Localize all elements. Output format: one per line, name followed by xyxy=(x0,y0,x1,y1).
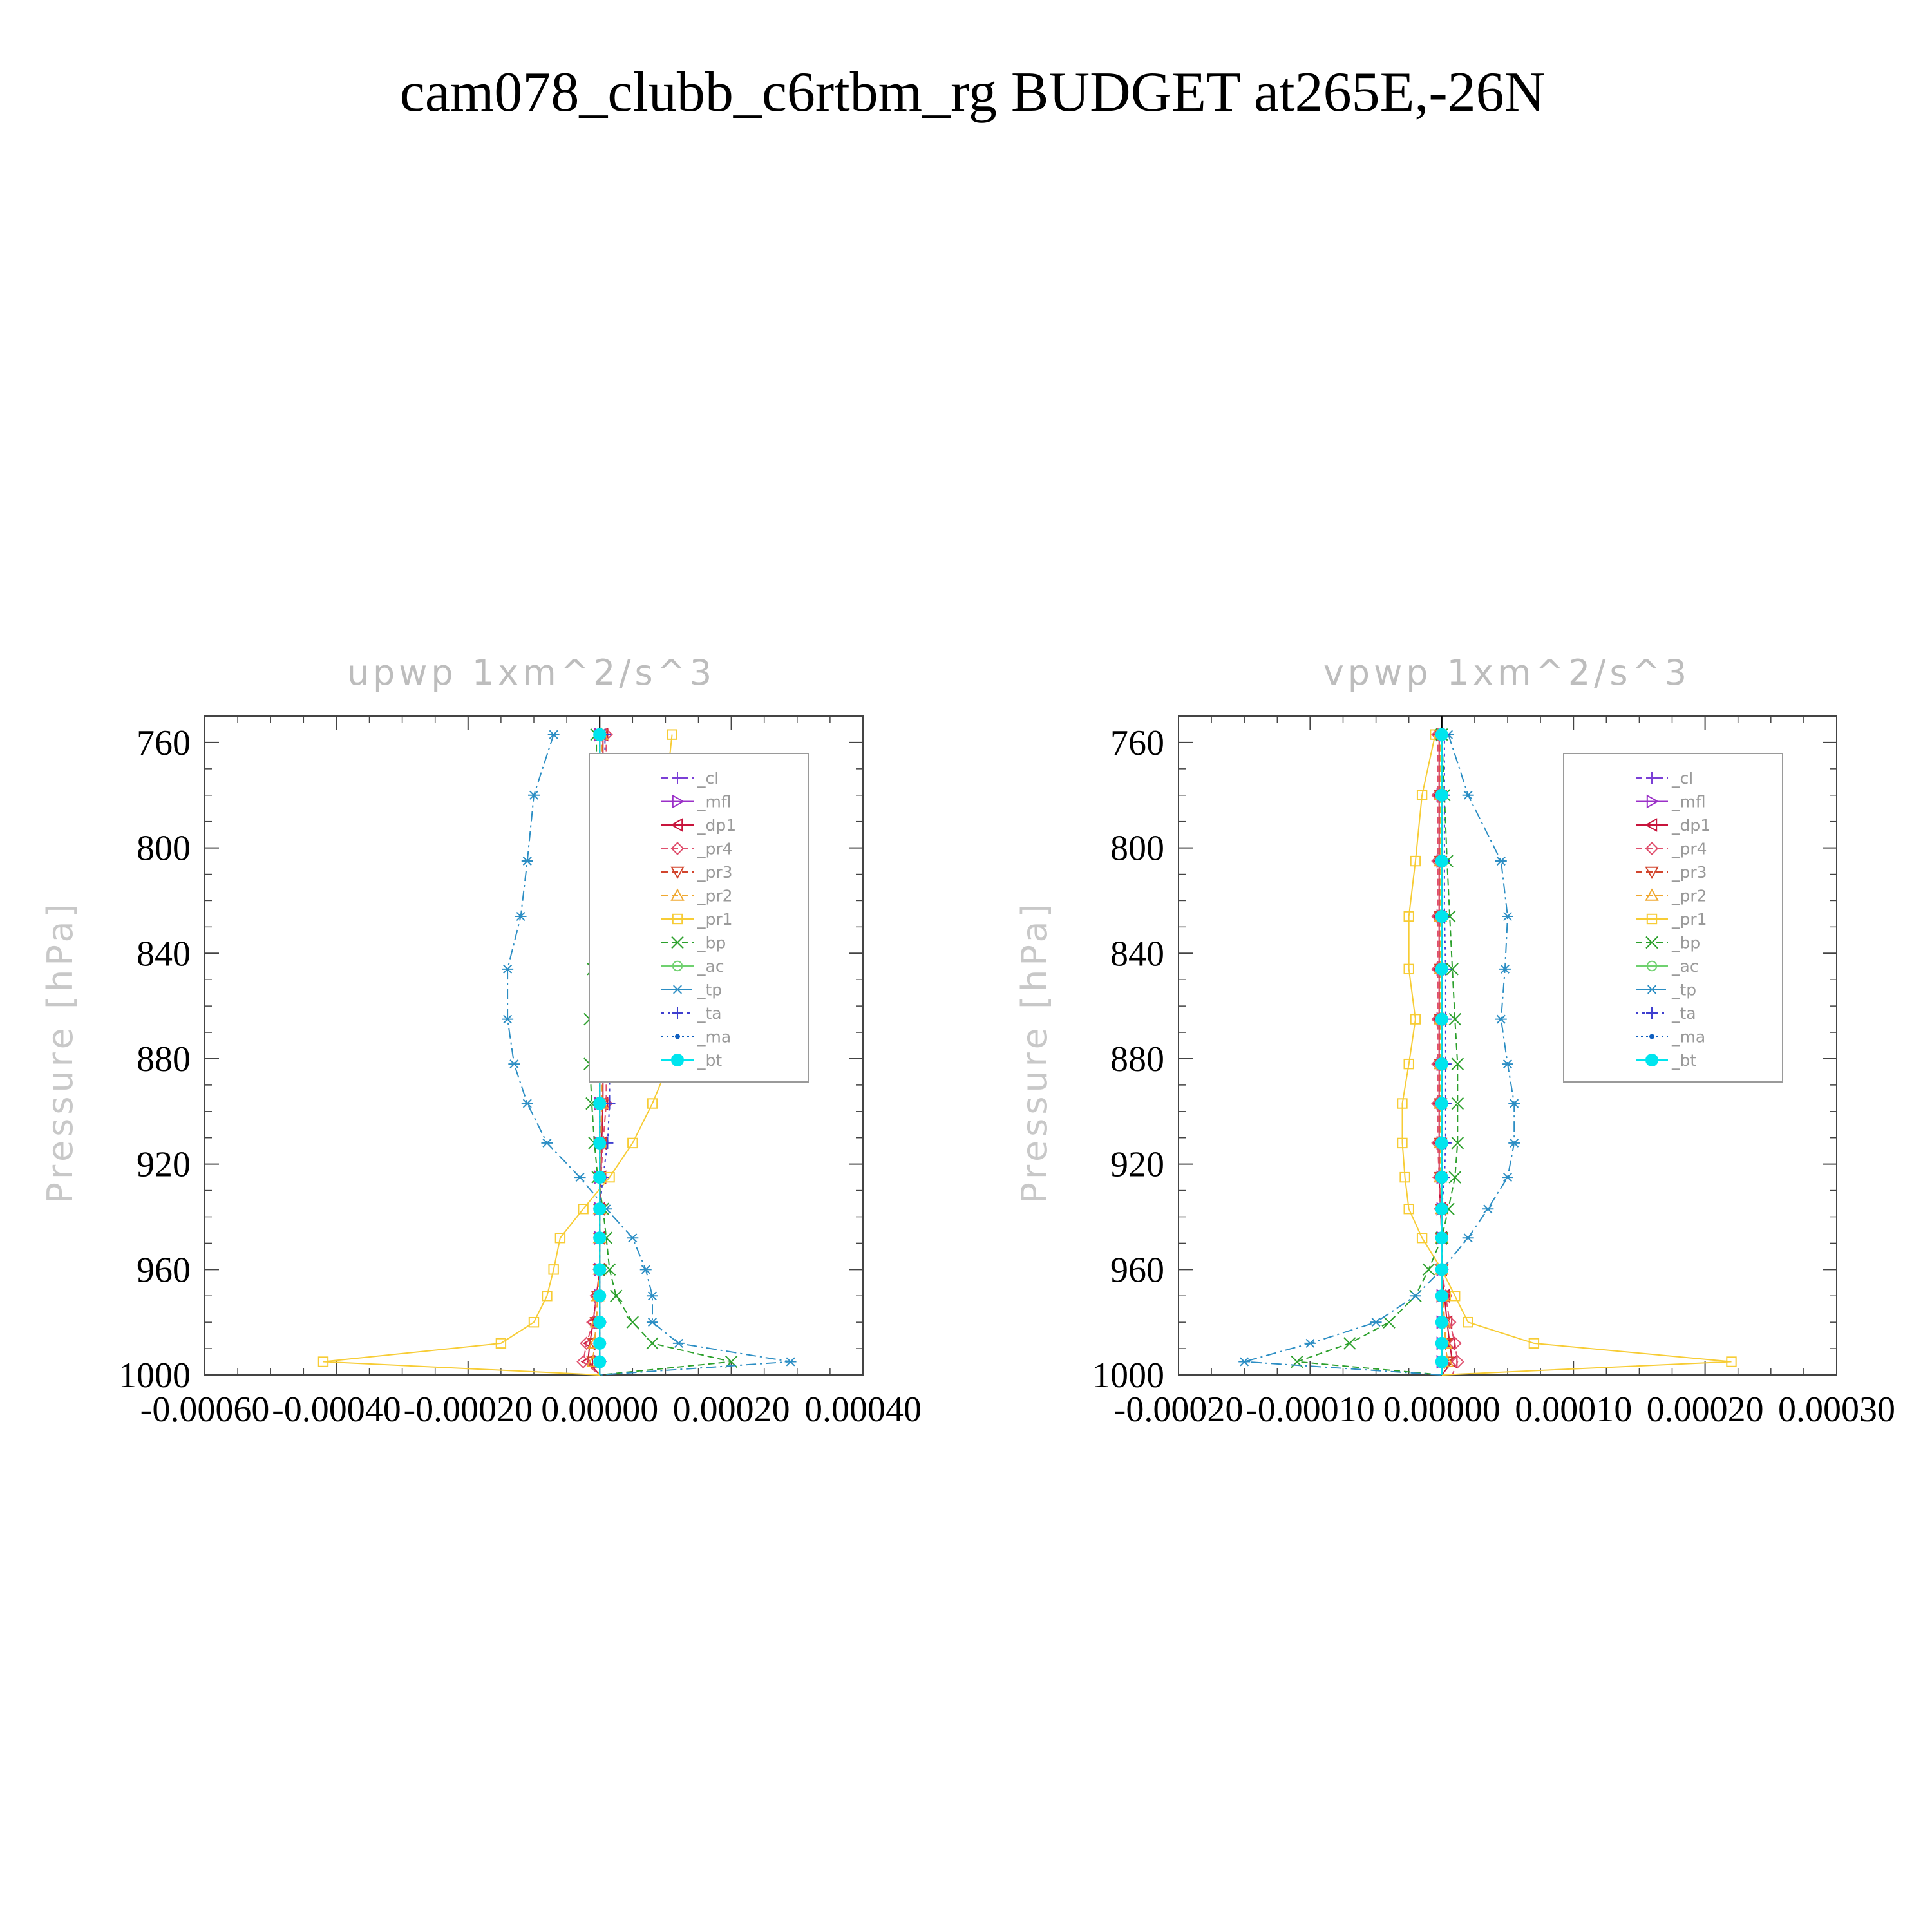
legend-label: _dp1 xyxy=(697,816,737,835)
data-point xyxy=(640,1265,652,1274)
data-point xyxy=(1238,1358,1250,1366)
data-point xyxy=(594,1232,605,1244)
legend-label: _pr4 xyxy=(697,839,733,858)
y-tick-label: 880 xyxy=(1110,1039,1164,1079)
data-point xyxy=(594,729,605,741)
y-tick-label: 920 xyxy=(137,1144,191,1185)
y-tick-label: 760 xyxy=(137,723,191,763)
data-point xyxy=(1436,1058,1448,1070)
x-tick-label: 0.00000 xyxy=(1383,1390,1501,1430)
legend-label: _ma xyxy=(1672,1027,1706,1046)
y-tick-label: 920 xyxy=(1110,1144,1164,1185)
x-tick-label: -0.00040 xyxy=(272,1390,401,1430)
legend xyxy=(1564,753,1783,1082)
data-point xyxy=(1436,1203,1448,1215)
y-tick-label: 800 xyxy=(137,828,191,869)
data-point xyxy=(594,1098,605,1110)
chart-panel-vpwp xyxy=(1014,652,1895,1430)
data-point xyxy=(594,1137,605,1149)
data-point xyxy=(1502,1173,1513,1182)
data-point xyxy=(627,1316,638,1328)
data-point xyxy=(594,1356,605,1368)
data-point xyxy=(1436,1338,1448,1349)
legend-label: _pr3 xyxy=(1672,863,1707,882)
data-point xyxy=(1463,791,1474,799)
x-tick-label: -0.00060 xyxy=(140,1390,270,1430)
data-point xyxy=(594,1290,605,1302)
y-tick-label: 760 xyxy=(1110,723,1164,763)
legend-marker xyxy=(672,1054,683,1066)
data-point xyxy=(1436,963,1448,975)
legend-marker xyxy=(1646,1054,1658,1066)
data-point xyxy=(1482,1205,1493,1213)
series-ta xyxy=(1436,729,1452,1375)
series-line xyxy=(1297,735,1457,1375)
data-point xyxy=(1436,1264,1448,1275)
data-point xyxy=(785,1358,797,1366)
panel-title: upwp 1xm^2/s^3 xyxy=(346,652,716,693)
legend-label: _bt xyxy=(697,1051,723,1070)
data-point xyxy=(508,1060,520,1068)
series-pr4 xyxy=(1432,729,1464,1375)
x-tick-label: 0.00010 xyxy=(1515,1390,1633,1430)
data-point xyxy=(1436,1098,1448,1110)
data-point xyxy=(1495,1015,1507,1023)
data-point xyxy=(1436,1290,1448,1302)
data-point xyxy=(1436,911,1448,922)
x-tick-label: -0.00010 xyxy=(1245,1390,1375,1430)
legend-label: _ac xyxy=(1672,957,1699,976)
x-tick-label: 0.00040 xyxy=(804,1390,922,1430)
data-point xyxy=(647,1338,658,1349)
legend-label: _tp xyxy=(1672,980,1697,999)
data-point xyxy=(1436,855,1448,867)
data-point xyxy=(1436,1014,1448,1025)
data-point xyxy=(1383,1316,1395,1328)
legend-label: _cl xyxy=(697,769,719,788)
y-tick-label: 960 xyxy=(137,1250,191,1291)
figure-title: cam078_clubb_c6rtbm_rg BUDGET at265E,-26N xyxy=(399,61,1546,124)
legend-label: _ta xyxy=(1672,1004,1696,1023)
legend-label: _cl xyxy=(1672,769,1694,788)
data-point xyxy=(548,730,560,739)
data-point xyxy=(1370,1318,1382,1327)
x-tick-label: 0.00000 xyxy=(541,1390,659,1430)
legend-label: _pr2 xyxy=(697,886,733,905)
series-pr3 xyxy=(1435,730,1453,1375)
legend-label: _bt xyxy=(1672,1051,1697,1070)
legend-label: _bp xyxy=(1672,933,1701,952)
y-tick-label: 960 xyxy=(1110,1250,1164,1291)
data-point xyxy=(541,1139,553,1148)
series-tp xyxy=(1238,730,1520,1375)
data-point xyxy=(1304,1340,1316,1348)
data-point xyxy=(1410,1292,1421,1300)
data-point xyxy=(594,1316,605,1328)
data-point xyxy=(1436,1232,1448,1244)
y-tick-label: 840 xyxy=(1110,934,1164,974)
legend-label: _dp1 xyxy=(1672,816,1711,835)
data-point xyxy=(1436,1356,1448,1368)
y-tick-label: 880 xyxy=(137,1039,191,1079)
data-point xyxy=(574,1173,586,1182)
legend-label: _pr4 xyxy=(1672,839,1707,858)
legend-marker xyxy=(676,1035,679,1039)
y-axis-label: Pressure [hPa] xyxy=(1014,900,1055,1204)
legend-label: _ac xyxy=(697,957,724,976)
data-point xyxy=(522,1099,533,1108)
legend-label: _pr2 xyxy=(1672,886,1707,905)
legend-label: _ta xyxy=(697,1004,722,1023)
x-tick-label: 0.00020 xyxy=(672,1390,790,1430)
series-bp xyxy=(1291,729,1463,1375)
y-tick-label: 840 xyxy=(137,934,191,974)
legend xyxy=(589,753,808,1082)
data-point xyxy=(1436,1137,1448,1149)
data-point xyxy=(594,1171,605,1183)
data-point xyxy=(1436,1171,1448,1183)
data-point xyxy=(1436,1316,1448,1328)
data-point xyxy=(594,1264,605,1275)
x-tick-label: -0.00020 xyxy=(403,1390,533,1430)
chart-panel-upwp xyxy=(40,652,922,1430)
legend-label: _pr3 xyxy=(697,863,733,882)
legend-label: _mfl xyxy=(697,792,732,811)
data-point xyxy=(1502,913,1513,921)
data-point xyxy=(1423,1264,1434,1275)
legend-label: _pr1 xyxy=(697,910,733,929)
data-point xyxy=(1463,1234,1474,1242)
data-point xyxy=(627,1234,638,1242)
x-tick-label: -0.00020 xyxy=(1113,1390,1244,1430)
data-point xyxy=(611,1290,622,1302)
panel-title: vpwp 1xm^2/s^3 xyxy=(1323,652,1691,693)
y-tick-label: 1000 xyxy=(118,1356,191,1396)
data-point xyxy=(594,1203,605,1215)
y-tick-label: 800 xyxy=(1110,828,1164,869)
legend-label: _pr1 xyxy=(1672,910,1707,929)
data-point xyxy=(1436,729,1448,741)
y-axis-label: Pressure [hPa] xyxy=(40,900,80,1204)
legend-marker xyxy=(1650,1035,1654,1039)
legend-label: _mfl xyxy=(1672,792,1706,811)
data-point xyxy=(594,1338,605,1349)
series-pr2 xyxy=(1435,729,1453,1375)
data-point xyxy=(1436,790,1448,801)
legend-label: _bp xyxy=(697,933,726,952)
x-tick-label: 0.00030 xyxy=(1778,1390,1895,1430)
data-point xyxy=(1344,1338,1356,1349)
x-tick-label: 0.00020 xyxy=(1646,1390,1764,1430)
legend-label: _tp xyxy=(697,980,723,999)
series-line xyxy=(1244,735,1514,1375)
legend-label: _ma xyxy=(697,1027,732,1046)
y-tick-label: 1000 xyxy=(1092,1356,1164,1396)
